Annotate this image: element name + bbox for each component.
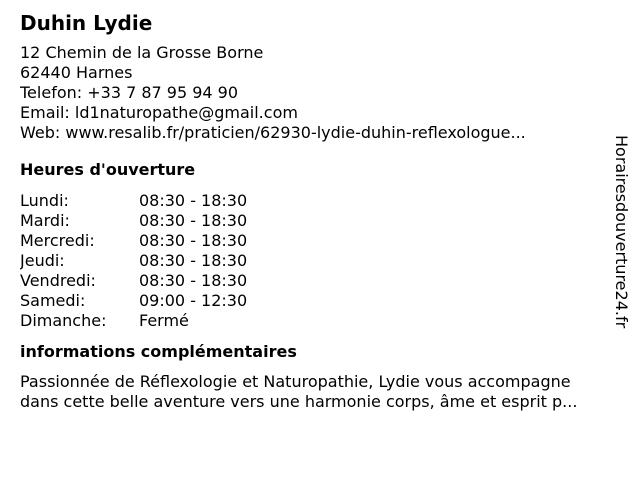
phone-line: Telefon: +33 7 87 95 94 90 — [20, 83, 239, 102]
time-range: 08:30 - 18:30 — [139, 191, 248, 210]
time-range: 08:30 - 18:30 — [139, 231, 248, 250]
opening-hours-heading: Heures d'ouverture — [20, 160, 196, 179]
time-range: 08:30 - 18:30 — [139, 211, 248, 230]
info-line-2: dans cette belle aventure vers une harmonie corps, âme et esprit p... — [20, 392, 578, 411]
opening-hours-table — [20, 191, 610, 331]
email-line: Email: ld1naturopathe@gmail.com — [20, 103, 298, 122]
hours-row-monday — [20, 191, 610, 211]
day-label: Dimanche: — [20, 311, 107, 330]
street-address: 12 Chemin de la Grosse Borne — [20, 43, 264, 62]
info-line-1: Passionnée de Réflexologie et Naturopathie, Lydie vous accompagne — [20, 372, 571, 391]
hours-row-friday — [20, 271, 610, 291]
day-label: Mercredi: — [20, 231, 95, 250]
day-label: Samedi: — [20, 291, 86, 310]
hours-row-sunday — [20, 311, 610, 331]
city-address: 62440 Harnes — [20, 63, 133, 82]
time-range: 08:30 - 18:30 — [139, 271, 248, 290]
day-label: Mardi: — [20, 211, 70, 230]
day-label: Lundi: — [20, 191, 69, 210]
hours-row-thursday — [20, 251, 610, 271]
time-range: 08:30 - 18:30 — [139, 251, 248, 270]
business-name: Duhin Lydie — [20, 11, 153, 35]
additional-info-heading: informations complémentaires — [20, 342, 297, 361]
time-range: 09:00 - 12:30 — [139, 291, 248, 310]
hours-row-tuesday — [20, 211, 610, 231]
listing-card — [20, 10, 610, 412]
day-label: Jeudi: — [20, 251, 65, 270]
additional-info-text — [20, 372, 610, 412]
day-label: Vendredi: — [20, 271, 96, 290]
time-range: Fermé — [139, 311, 189, 330]
site-watermark: Horairesdouverture24.fr — [612, 135, 631, 329]
contact-block — [20, 43, 610, 143]
website-line: Web: www.resalib.fr/praticien/62930-lydie-duhin-reflexologue... — [20, 123, 526, 142]
hours-row-wednesday — [20, 231, 610, 251]
hours-row-saturday — [20, 291, 610, 311]
